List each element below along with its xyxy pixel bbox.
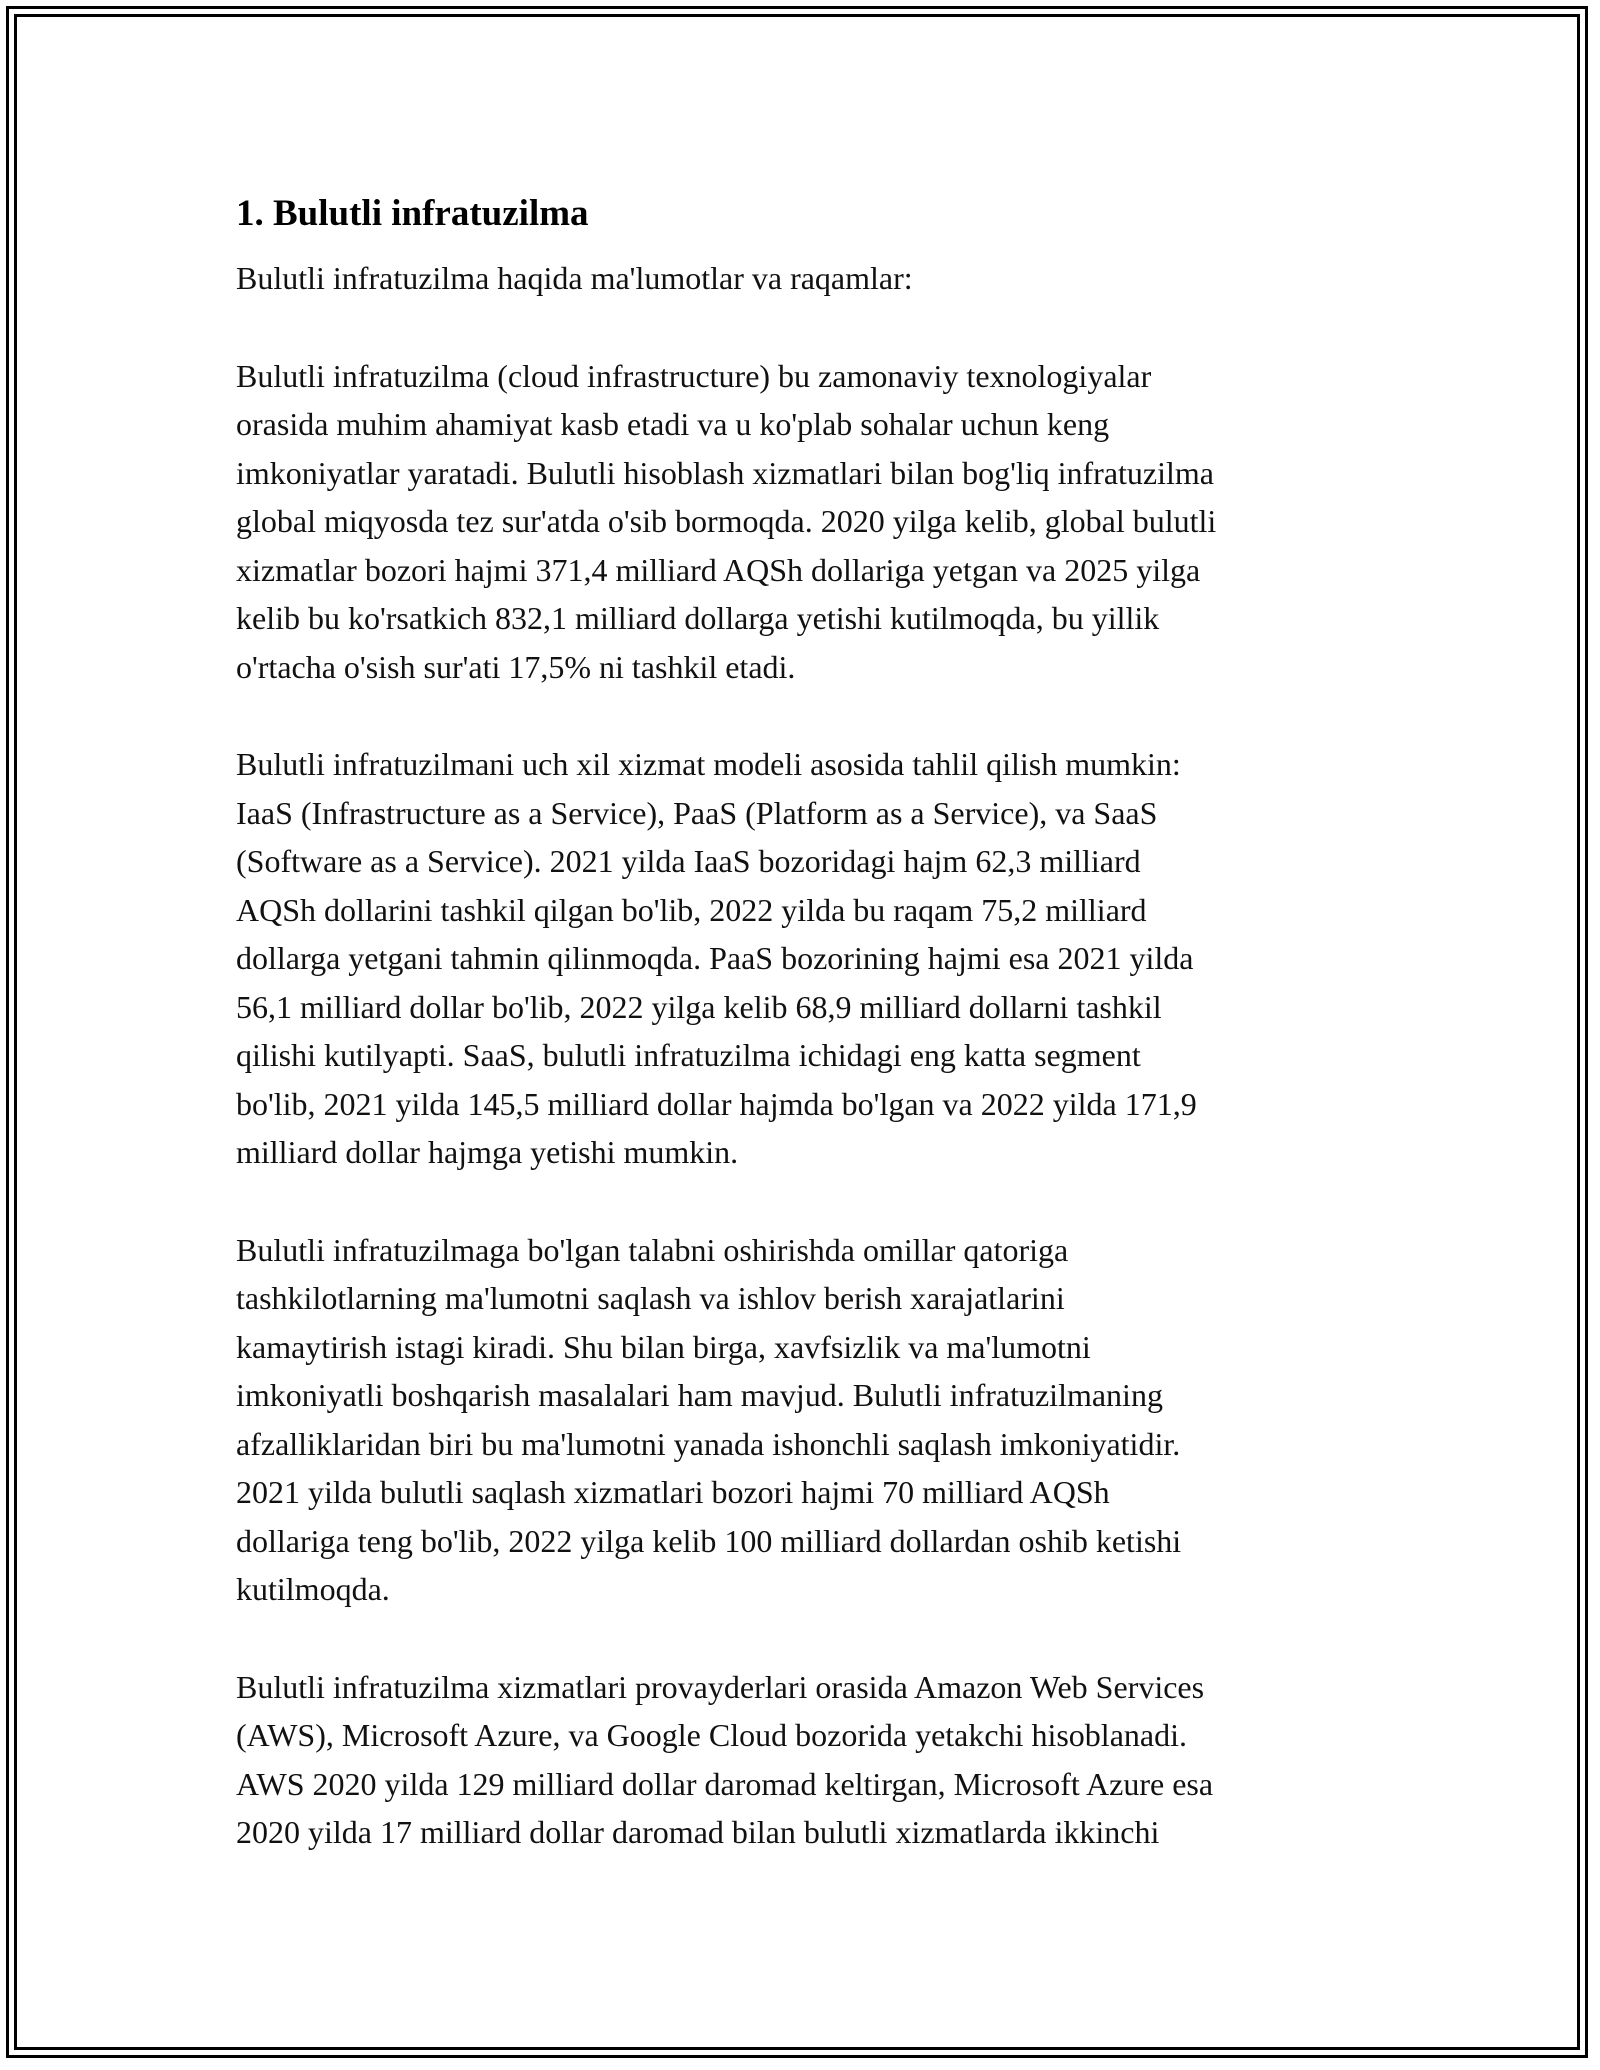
document-body	[236, 186, 1376, 1906]
paragraph-demand-factors: Bulutli infratuzilmaga bo'lgan talabni oshirishda omillar qatoriga tashkilotlarning ma'lumotni saqlash va ishlov berish xarajatlarini kamaytirish istagi kiradi. Shu bilan birga, xavfsizlik va ma'lumotni imkoniyatli boshqarish masalalari ham mavjud. Bulutli infratuzilmaning afzalliklaridan biri bu ma'lumotni yanada ishonchli saqlash imkoniyatidir. 2021 yilda bulutli saqlash xizmatlari bozori hajmi 70 milliard AQSh dollariga teng bo'lib, 2022 yilga kelib 100 milliard dollardan oshib ketishi kutilmoqda.	[236, 1231, 1182, 1607]
paragraph-market-growth: Bulutli infratuzilma (cloud infrastructure) bu zamonaviy texnologiyalar orasida muhim ahamiyat kasb etadi va u ko'plab sohalar uchun keng imkoniyatlar yaratadi. Bulutli hisoblash xizmatlari bilan bog'liq infratuzilma global miqyosda tez sur'atda o'sib bormoqda. 2020 yilga kelib, global bulutli xizmatlar bozori hajmi 371,4 milliard AQSh dollariga yetgan va 2025 yilga kelib bu ko'rsatkich 832,1 milliard dollarga yetishi kutilmoqda, bu yillik o'rtacha o'sish sur'ati 17,5% ni tashkil etadi.	[236, 357, 1217, 685]
section-heading: 1. Bulutli infratuzilma	[236, 193, 589, 234]
paragraph-providers: Bulutli infratuzilma xizmatlari provayderlari orasida Amazon Web Services (AWS), Microsoft Azure, va Google Cloud bozorida yetakchi hisoblanadi. AWS 2020 yilda 129 milliard dollar daromad keltirgan, Microsoft Azure esa 2020 yilda 17 milliard dollar daromad bilan bulutli xizmatlarda ikkinchi	[236, 1668, 1214, 1850]
intro-paragraph: Bulutli infratuzilma haqida ma'lumotlar va raqamlar:	[236, 260, 913, 296]
paragraph-service-models: Bulutli infratuzilmani uch xil xizmat modeli asosida tahlil qilish mumkin: IaaS (Infrastructure as a Service), PaaS (Platform as a Service), va SaaS (Software as a Service). 2021 yilda IaaS bozoridagi hajm 62,3 milliard AQSh dollarini tashkil qilgan bo'lib, 2022 yilda bu raqam 75,2 milliard dollarga yetgani tahmin qilinmoqda. PaaS bozorining hajmi esa 2021 yilda 56,1 milliard dollar bo'lib, 2022 yilga kelib 68,9 milliard dollarni tashkil qilishi kutilyapti. SaaS, bulutli infratuzilma ichidagi eng katta segment bo'lib, 2021 yilda 145,5 milliard dollar hajmda bo'lgan va 2022 yilda 171,9 milliard dollar hajmga yetishi mumkin.	[236, 746, 1197, 1170]
